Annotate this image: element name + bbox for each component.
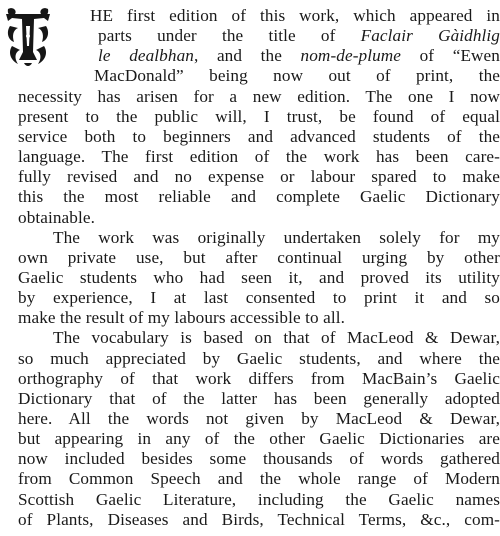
text-line: orthography of that work differs from MacBain’s Gaelic <box>18 368 500 388</box>
text-line: MacDonald” being now out of print, the <box>94 66 500 86</box>
text-line: Dictionary that of the latter has been generally adopted <box>18 388 500 408</box>
text-line <box>18 510 500 530</box>
text-line: The work was originally undertaken solely for my <box>53 227 500 247</box>
text-line: here. All the words not given by MacLeod & Dewar, <box>18 409 500 428</box>
text-line: this the most reliable and complete Gaelic Dictionary <box>18 187 500 207</box>
text-line: own private use, but after continual urging by other <box>18 247 500 267</box>
text-span: Scottish Gaelic Literature, including the Gaelic names <box>18 489 500 509</box>
text-span: of Plants, Diseases and Birds, Technical Terms, &c., com- <box>18 509 500 529</box>
ornamental-drop-cap-t-icon <box>4 6 52 68</box>
text-line <box>18 490 500 510</box>
text-line: so much appreciated by Gaelic students, and where the <box>18 348 500 368</box>
text-line: now included besides some thousands of words gathered <box>18 449 500 469</box>
text-line: present to the public will, I trust, be found of equal <box>18 106 500 126</box>
text-line: service both to beginners and advanced students of the <box>18 126 500 146</box>
text-line: from Common Speech and the whole range of Modern <box>18 469 500 489</box>
text-line: language. The first edition of the work has been care- <box>18 147 500 166</box>
text-line: The vocabulary is based on that of MacLeod & Dewar, <box>53 328 500 348</box>
text-line: obtainable. <box>18 207 95 227</box>
text-line: HE first edition of this work, which appeared in <box>90 6 500 25</box>
text-line: by experience, I at last consented to print it and so <box>18 288 500 308</box>
text-line: parts under the title of Faclair Gàidhlig <box>98 26 500 46</box>
text-line: but appearing in any of the other Gaelic Dictionaries are <box>18 429 500 449</box>
text-line: make the result of my labours accessible to all. <box>18 308 345 328</box>
text-line: necessity has arisen for a new edition. The one I now <box>18 86 500 106</box>
text-line: le dealbhan, and the nom-de-plume of “Ewen <box>98 46 500 66</box>
text-line: Gaelic students who had seen it, and proved its utility <box>18 267 500 287</box>
text-line: fully revised and no expense or labour spared to make <box>18 167 500 187</box>
